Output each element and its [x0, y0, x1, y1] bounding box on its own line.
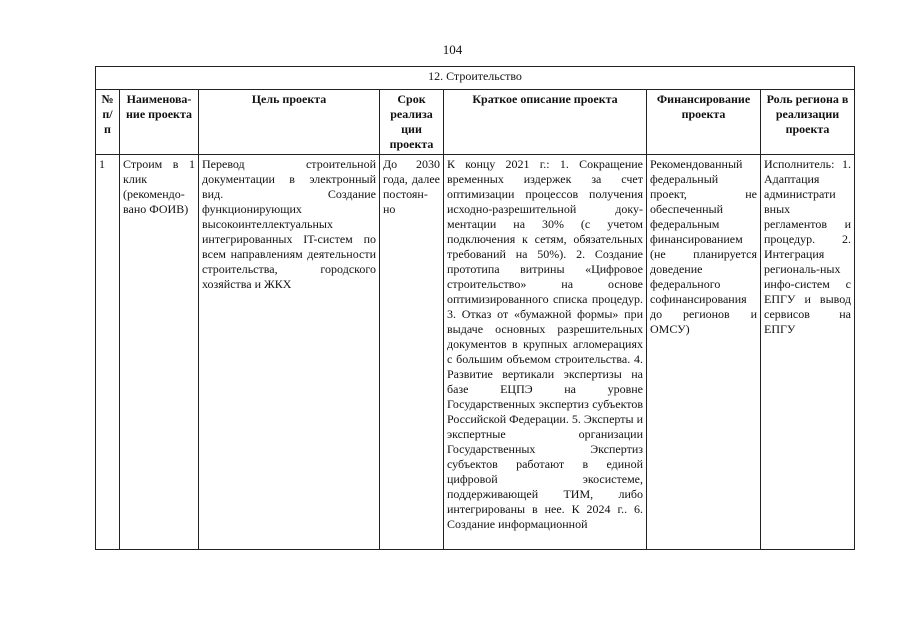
- header-num: № п/п: [96, 90, 120, 155]
- header-name: Наименова-ние проекта: [120, 90, 199, 155]
- row-term: До 2030 года, далее постоян-но: [380, 155, 444, 550]
- header-row: [96, 90, 855, 155]
- page-number: 104: [442, 42, 463, 57]
- header-goal: Цель проекта: [199, 90, 380, 155]
- section-title: 12. Строительство: [96, 67, 855, 90]
- row-description: К концу 2021 г.: 1. Сокращение временных издержек за счет оптимизации процессов получения исходно-разрешительной доку-ментации на 30% (с учетом подключения к сетям, обязательных требований на 50%). 2. Создание прототипа витрины «Цифровое строительство» на основе оптимизированного списка процедур. 3. Отказ от «бумажной формы» при выдаче основных разрешительных документов в крупных агломерациях с большим объемом строительства. 4. Развитие вертикали экспертизы на базе ЕЦПЭ на уровне Государственных экспертиз субъектов Российской Федерации. 5. Эксперты и экспертные организации Государственных Экспертиз субъектов работают в единой цифровой экосистеме, поддерживающей ТИМ, либо интегрированы в нее. К 2024 г.. 6. Создание информационной: [444, 155, 647, 550]
- row-name: Строим в 1 клик (рекомендо-вано ФОИВ): [120, 155, 199, 550]
- header-description: Краткое описание проекта: [444, 90, 647, 155]
- row-region-role: Исполнитель: 1. Адаптация администрати вных регламентов и процедур. 2. Интеграция региональ-ных инфо-систем с ЕПГУ и вывод сервисов на ЕПГУ: [761, 155, 855, 550]
- row-goal: Перевод строительной документации в электронный вид. Создание функционирующих высокоинтеллектуальных интегрированных IT-систем по всем направлениям деятельности строительства, городского хозяйства и ЖКХ: [199, 155, 380, 550]
- row-financing: Рекомендованный федеральный проект, не обеспеченный федеральным финансированием (не планируется доведение федерального софинансирования до регионов и ОМСУ): [647, 155, 761, 550]
- header-term: Срок реализа ции проекта: [380, 90, 444, 155]
- header-financing: Финансирование проекта: [647, 90, 761, 155]
- row-num: 1: [96, 155, 120, 550]
- header-region-role: Роль региона в реализации проекта: [761, 90, 855, 155]
- projects-table: [95, 66, 855, 550]
- section-row: [96, 67, 855, 90]
- table-row: [96, 155, 855, 550]
